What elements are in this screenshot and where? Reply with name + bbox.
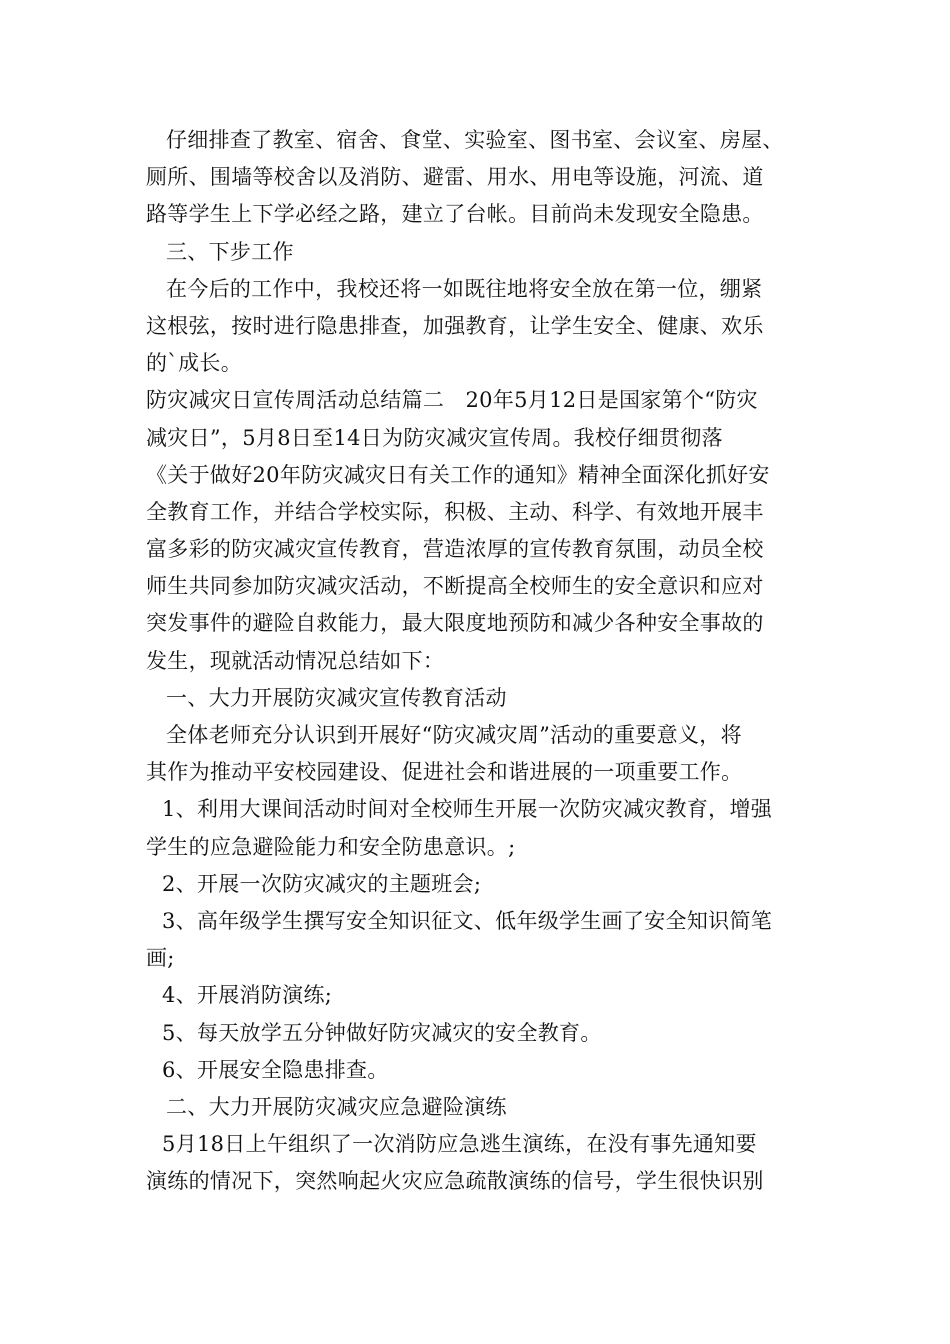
text-line: 画;	[146, 946, 175, 971]
text-line: 1、利用大课间活动时间对全校师生开展一次防灾减灾教育，增强	[162, 797, 773, 822]
text-line: 的`成长。	[146, 351, 242, 376]
text-line: 路等学生上下学必经之路，建立了台帐。目前尚未发现安全隐患。	[146, 202, 764, 227]
text-line: 减灾日”，5月8日至14日为防灾减灾宣传周。我校仔细贯彻落	[146, 425, 723, 450]
text-line: 其作为推动平安校园建设、促进社会和谐进展的一项重要工作。	[146, 760, 743, 785]
text-line: 防灾减灾日宣传周活动总结篇二 20年5月12日是国家第个“防灾	[146, 388, 758, 413]
text-line: 6、开展安全隐患排查。	[162, 1057, 389, 1082]
text-line: 3、高年级学生撰写安全知识征文、低年级学生画了安全知识简笔	[162, 908, 773, 933]
text-line: 全体老师充分认识到开展好“防灾减灾周”活动的重要意义，将	[166, 723, 742, 747]
text-line: 富多彩的防灾减灾宣传教育，营造浓厚的宣传教育氛围，动员全校	[146, 537, 764, 562]
text-line: 发生，现就活动情况总结如下：	[146, 648, 445, 673]
text-line: 4、开展消防演练;	[162, 983, 333, 1008]
text-line: 《关于做好20年防灾减灾日有关工作的通知》精神全面深化抓好安	[146, 462, 770, 487]
text-line: 5、每天放学五分钟做好防灾减灾的安全教育。	[162, 1020, 602, 1045]
text-line: 师生共同参加防灾减灾活动，不断提高全校师生的安全意识和应对	[146, 574, 764, 599]
text-line: 全教育工作，并结合学校实际，积极、主动、科学、有效地开展丰	[146, 499, 764, 524]
text-line: 5月18日上午组织了一次消防应急逃生演练，在没有事先通知要	[162, 1132, 757, 1157]
text-line: 厕所、围墙等校舍以及消防、避雷、用水、用电等设施，河流、道	[146, 165, 764, 190]
text-line: 三、下步工作	[166, 239, 294, 264]
text-line: 突发事件的避险自救能力，最大限度地预防和减少各种安全事故的	[146, 611, 764, 636]
text-line: 仔细排查了教室、宿舍、食堂、实验室、图书室、会议室、房屋、	[166, 128, 784, 152]
text-line: 演练的情况下，突然响起火灾应急疏散演练的信号，学生很快识别	[146, 1169, 764, 1194]
text-line: 在今后的工作中，我校还将一如既往地将安全放在第一位，绷紧	[166, 276, 763, 301]
text-line: 学生的应急避险能力和安全防患意识。;	[146, 834, 516, 859]
text-line: 一、大力开展防灾减灾宣传教育活动	[166, 685, 507, 710]
text-line: 2、开展一次防灾减灾的主题班会;	[162, 871, 482, 896]
text-line: 这根弦，按时进行隐患排查，加强教育，让学生安全、健康、欢乐	[146, 313, 764, 338]
document-body	[146, 122, 806, 1200]
text-line: 二、大力开展防灾减灾应急避险演练	[166, 1094, 507, 1119]
